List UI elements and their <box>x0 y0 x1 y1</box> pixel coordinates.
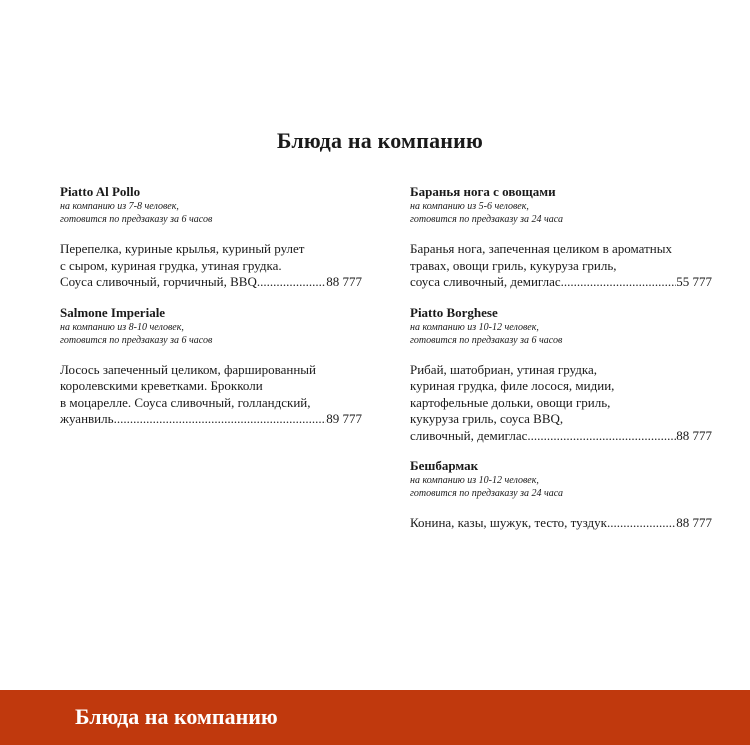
dish-price: 88 777 <box>326 274 362 289</box>
dot-leader <box>527 428 676 445</box>
dot-leader <box>561 274 677 291</box>
description-line: жуанвиль <box>60 411 114 426</box>
dish-price: 89 777 <box>326 411 362 426</box>
description-line: сливочный, демиглас <box>410 427 528 443</box>
description-line: Соуса сливочный, горчичный, BBQ <box>60 274 257 289</box>
menu-column-right <box>410 184 712 546</box>
dish-description <box>60 362 362 428</box>
description-line: с сыром, куриная грудка, утиная грудка. <box>60 257 282 273</box>
dish-description <box>410 515 712 532</box>
description-line: травах, овощи гриль, кукуруза гриль, <box>410 257 617 273</box>
dish-name: Salmone Imperiale <box>60 304 166 320</box>
description-line: Перепелка, куриные крылья, куриный рулет <box>60 241 305 256</box>
dish-name: Баранья нога с овощами <box>410 184 556 199</box>
description-line: Конина, казы, шужук, тесто, туздук <box>410 515 607 530</box>
description-line: Рибай, шатобриан, утиная грудка, <box>410 361 597 377</box>
menu-item-baranya-noga <box>410 184 712 291</box>
dish-description <box>60 241 362 291</box>
dot-leader <box>607 515 676 532</box>
dish-preorder-note: готовится по предзаказу за 6 часов <box>60 334 213 346</box>
description-line: соуса сливочный, демиглас <box>410 274 561 289</box>
dish-serving-note: на компанию из 10-12 человек, <box>410 475 539 486</box>
dish-price: 88 777 <box>676 427 712 443</box>
dot-leader <box>257 274 326 291</box>
dish-serving-note: на компанию из 8-10 человек, <box>60 321 184 333</box>
dot-leader <box>114 411 327 428</box>
description-line: Баранья нога, запеченная целиком в ароматных <box>410 241 672 256</box>
dish-name: Бешбармак <box>410 458 479 473</box>
description-line: картофельные дольки, овощи гриль, <box>410 394 611 410</box>
dish-preorder-note: готовится по предзаказу за 6 часов <box>60 214 213 225</box>
dish-preorder-note: готовится по предзаказу за 24 часа <box>410 488 563 499</box>
menu-item-piatto-al-pollo <box>60 184 362 291</box>
footer-title: Блюда на компанию <box>75 704 278 729</box>
description-line: Лосось запеченный целиком, фаршированный <box>60 361 316 377</box>
price-line <box>60 274 362 291</box>
dish-name: Piatto Al Pollo <box>60 184 141 199</box>
price-line <box>410 515 712 532</box>
description-line: кукуруза гриль, соуса BBQ, <box>410 411 564 426</box>
price-line <box>60 411 362 428</box>
price-line <box>410 428 712 445</box>
dish-name: Piatto Borghese <box>410 304 498 320</box>
dish-price: 88 777 <box>676 515 712 530</box>
dish-serving-note: на компанию из 10-12 человек, <box>410 321 539 333</box>
dish-preorder-note: готовится по предзаказу за 24 часа <box>410 214 563 225</box>
description-line: куриная грудка, филе лосося, мидии, <box>410 378 615 393</box>
dish-description <box>410 241 712 291</box>
dish-preorder-note: готовится по предзаказу за 6 часов <box>410 334 563 346</box>
dish-price: 55 777 <box>676 274 712 289</box>
menu-item-piatto-borghese <box>410 305 712 445</box>
page-title: Блюда на компанию <box>276 128 484 153</box>
menu-item-salmone-imperiale <box>60 305 362 428</box>
price-line <box>410 274 712 291</box>
description-line: королевскими креветками. Брокколи <box>60 378 263 393</box>
footer-bar <box>0 690 750 745</box>
dish-description <box>410 362 712 445</box>
dish-serving-note: на компанию из 5-6 человек, <box>410 201 529 212</box>
dish-serving-note: на компанию из 7-8 человек, <box>60 201 179 212</box>
menu-column-left <box>60 184 362 442</box>
menu-item-beshbarmak <box>410 458 712 532</box>
description-line: в моцарелле. Соуса сливочный, голландский, <box>60 394 311 410</box>
